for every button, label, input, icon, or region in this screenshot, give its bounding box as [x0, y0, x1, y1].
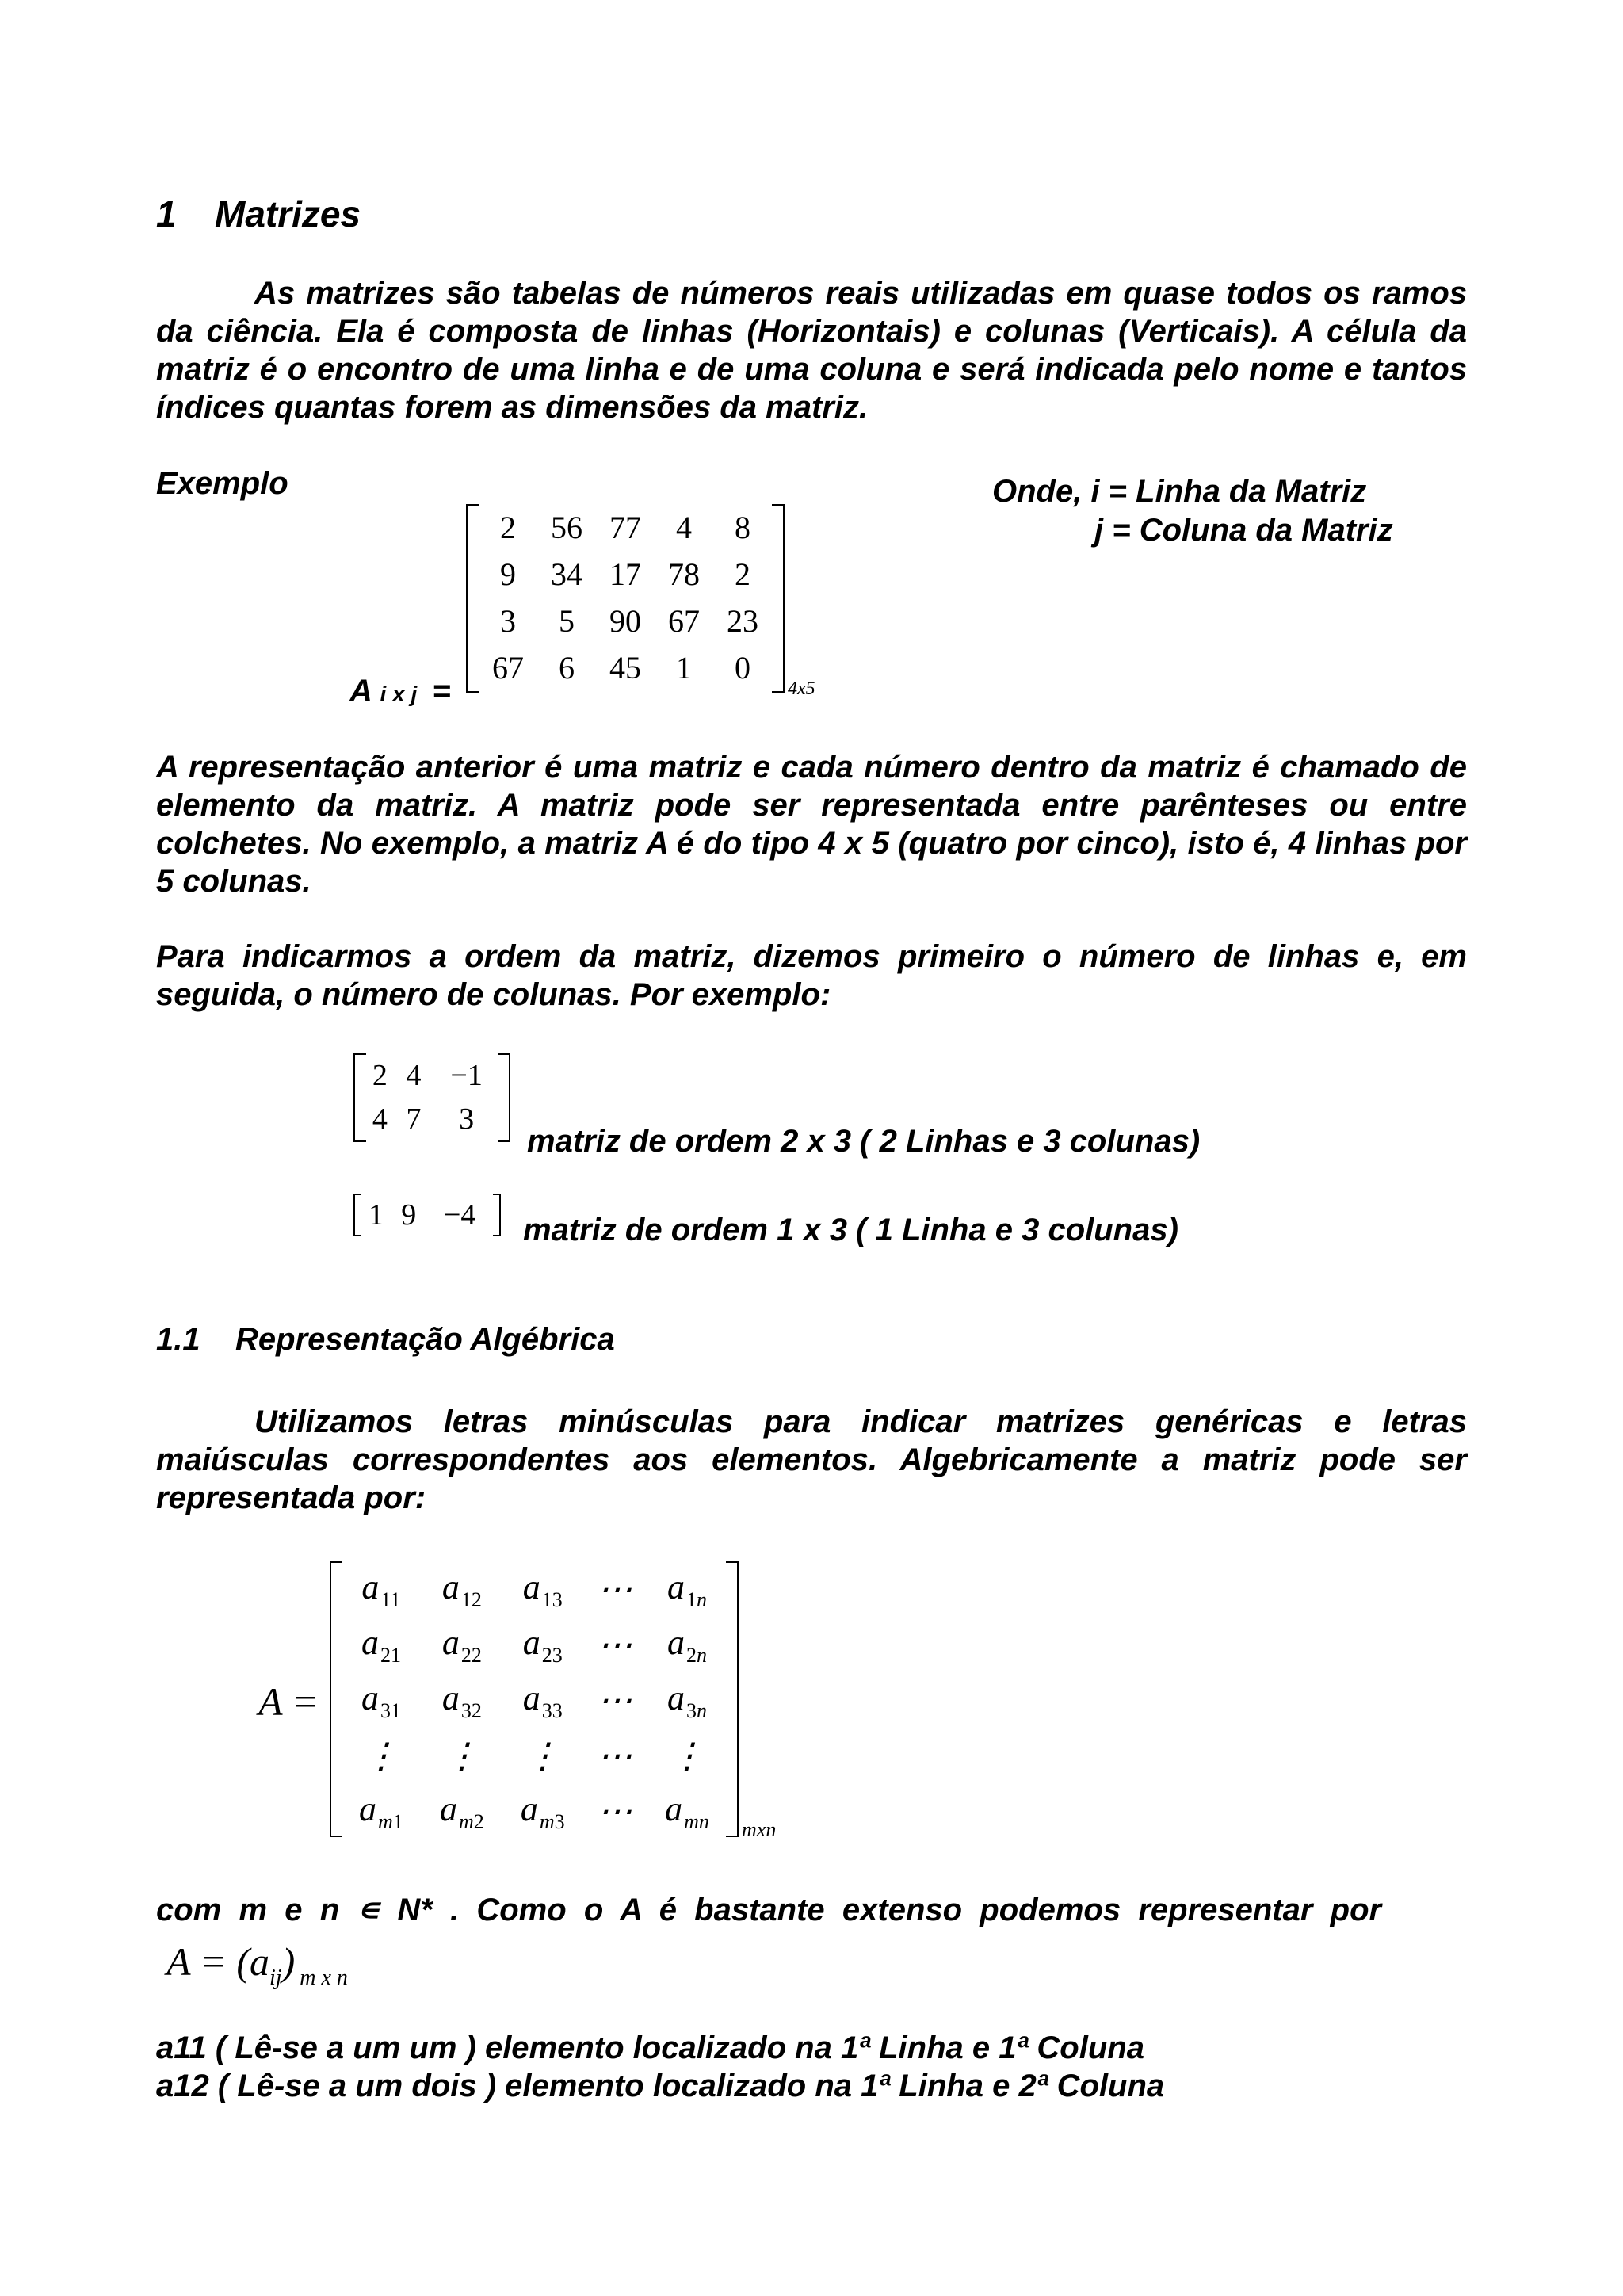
matrix-element — [341, 1617, 422, 1672]
matrix-note-line1: Onde, i = Linha da Matriz — [992, 474, 1367, 509]
element-base: a — [522, 1622, 540, 1662]
example-matrix — [466, 504, 785, 693]
right-bracket — [772, 504, 785, 693]
intro-paragraph: As matrizes são tabelas de números reais utilizadas em quase todos os ramos da ciência. Ela é composta de linhas (Horizontais) e colunas (Verticais). A célula da matriz é o encontro de uma linha e de uma coluna e será indicada pelo nome e tantos índices quantas forem as dimensões da matriz. — [156, 276, 1467, 425]
element-subscript: 21 — [380, 1643, 401, 1667]
matrix-row — [479, 504, 772, 551]
matrix-note-line2: j = Coluna da Matriz — [1094, 513, 1393, 548]
element-base: a — [520, 1789, 538, 1828]
matrix-cell: 4 — [676, 510, 692, 545]
matrix-element — [422, 1561, 502, 1617]
matrix-cell: −1 — [450, 1058, 483, 1092]
example-label: Exemplo — [156, 466, 288, 501]
element-base: ⋮ — [363, 1736, 399, 1775]
matrix-cell: 1 — [369, 1198, 384, 1232]
matrix-cell: 4 — [372, 1102, 388, 1136]
element-base: a — [665, 1789, 683, 1828]
matrix-row — [341, 1728, 727, 1783]
matrix-cell: 9 — [500, 556, 516, 592]
element-subscript: 12 — [460, 1587, 482, 1611]
order-paragraph: Para indicarmos a ordem da matriz, dizemos primeiro o número de linhas e, em seguida, o número de colunas. Por exemplo: — [156, 939, 1467, 1012]
matrix-element — [647, 1617, 727, 1672]
element-base: a — [439, 1789, 457, 1828]
generic-matrix-table — [341, 1561, 727, 1839]
element-subscript: mn — [684, 1809, 709, 1833]
matrix-cell: 4 — [406, 1058, 422, 1092]
section-title: Matrizes — [215, 193, 361, 235]
order-example-table-2x3 — [363, 1053, 502, 1140]
matrix-cell: −4 — [443, 1198, 476, 1232]
matrix-cell: 2 — [735, 556, 750, 592]
compact-formula-sub: m x n — [300, 1966, 348, 1990]
matrix-element — [502, 1783, 583, 1839]
matrix-element — [502, 1561, 583, 1617]
generic-matrix-order: mxn — [742, 1818, 777, 1841]
matrix-cell: 56 — [551, 510, 582, 545]
algebraic-paragraph: Utilizamos letras minúsculas para indicar matrizes genéricas e letras maiúsculas correspondentes aos elementos. Algebricamente a matriz pode ser representada por: — [156, 1404, 1467, 1515]
element-subscript: m1 — [378, 1809, 403, 1833]
element-subscript: 31 — [380, 1698, 401, 1722]
matrix-cell: 0 — [735, 650, 750, 686]
matrix-row — [479, 551, 772, 598]
matrix-cell: 90 — [609, 603, 641, 639]
element-base: ⋯ — [597, 1680, 632, 1720]
matrix-element — [341, 1672, 422, 1728]
element-base: a — [359, 1789, 377, 1828]
matrix-element — [341, 1561, 422, 1617]
element-base: ⋯ — [597, 1625, 632, 1664]
matrix-row — [341, 1617, 727, 1672]
element-base: ⋮ — [525, 1736, 560, 1775]
element-base: a — [522, 1567, 540, 1606]
reading-line-a11: a11 ( Lê-se a um um ) elemento localizado na 1ª Linha e 1ª Coluna — [156, 2030, 1144, 2065]
order-example-matrix-2x3 — [353, 1053, 510, 1142]
element-base: a — [441, 1567, 460, 1606]
element-subscript: 11 — [380, 1587, 401, 1611]
subsection-number: 1.1 — [156, 1322, 200, 1357]
generic-matrix-lhs: A = — [258, 1679, 319, 1724]
element-subscript: 32 — [460, 1698, 482, 1722]
matrix-element — [583, 1672, 647, 1728]
matrix-element — [647, 1672, 727, 1728]
element-subscript: 22 — [460, 1643, 482, 1667]
element-base: ⋯ — [597, 1569, 632, 1609]
matrix-cell: 1 — [676, 650, 692, 686]
compact-formula — [166, 1939, 348, 1991]
left-bracket — [466, 504, 479, 693]
element-base: ⋮ — [444, 1736, 479, 1775]
generic-matrix — [330, 1561, 739, 1837]
matrix-element — [583, 1617, 647, 1672]
matrix-element — [583, 1561, 647, 1617]
element-base: a — [667, 1567, 685, 1606]
matrix-row — [479, 598, 772, 644]
matrix-name-label — [349, 674, 451, 709]
compact-formula-lhs: A = (a — [166, 1939, 270, 1984]
matrix-cell: 23 — [727, 603, 758, 639]
order-example-caption-2x3: matriz de ordem 2 x 3 ( 2 Linhas e 3 colunas) — [527, 1124, 1201, 1159]
matrix-element — [341, 1783, 422, 1839]
matrix-row — [363, 1097, 502, 1140]
element-base: a — [522, 1678, 540, 1717]
matrix-element — [422, 1783, 502, 1839]
element-subscript: 3n — [686, 1698, 708, 1722]
element-base: a — [667, 1678, 685, 1717]
order-example-matrix-1x3 — [353, 1194, 501, 1236]
matrix-cell: 45 — [609, 650, 641, 686]
element-base: a — [667, 1622, 685, 1662]
element-subscript: m3 — [539, 1809, 565, 1833]
compact-paragraph: com m e n ∊ N* . Como o A é bastante extenso podemos representar por — [156, 1893, 1382, 1927]
matrix-cell: 7 — [406, 1102, 422, 1136]
section-heading — [156, 193, 361, 235]
element-base: ⋮ — [670, 1736, 705, 1775]
element-base: a — [441, 1622, 460, 1662]
matrix-cell: 8 — [735, 510, 750, 545]
element-base: a — [361, 1567, 380, 1606]
matrix-cell: 5 — [559, 603, 575, 639]
matrix-element — [583, 1728, 647, 1783]
reading-line-a12: a12 ( Lê-se a um dois ) elemento localizado na 1ª Linha e 2ª Coluna — [156, 2069, 1165, 2103]
subsection-heading — [156, 1322, 615, 1358]
matrix-cell: 67 — [492, 650, 524, 686]
matrix-row — [479, 644, 772, 691]
matrix-row — [341, 1783, 727, 1839]
matrix-element — [422, 1672, 502, 1728]
element-subscript: 33 — [541, 1698, 563, 1722]
element-base: a — [441, 1678, 460, 1717]
matrix-element — [341, 1728, 422, 1783]
matrix-element — [647, 1783, 727, 1839]
right-bracket — [726, 1561, 739, 1837]
element-subscript: 1n — [686, 1587, 708, 1611]
matrix-element — [647, 1728, 727, 1783]
matrix-index: i x j — [380, 682, 418, 706]
matrix-element — [502, 1617, 583, 1672]
matrix-equals: = — [432, 674, 451, 709]
element-base: a — [361, 1678, 379, 1717]
order-example-caption-1x3: matriz de ordem 1 x 3 ( 1 Linha e 3 colunas) — [523, 1213, 1178, 1247]
compact-formula-close: ) — [281, 1939, 296, 1984]
matrix-element — [647, 1561, 727, 1617]
matrix-order-subscript: 4x5 — [788, 678, 815, 699]
element-subscript: 13 — [541, 1587, 563, 1611]
matrix-cell: 78 — [668, 556, 700, 592]
element-base: a — [361, 1622, 379, 1662]
matrix-cell: 2 — [500, 510, 516, 545]
element-subscript: 23 — [541, 1643, 563, 1667]
section-number: 1 — [156, 193, 177, 235]
matrix-cell: 3 — [500, 603, 516, 639]
matrix-element — [422, 1728, 502, 1783]
matrix-row — [341, 1672, 727, 1728]
matrix-cell: 77 — [609, 510, 641, 545]
element-base: ⋯ — [597, 1791, 632, 1831]
element-subscript: 2n — [686, 1643, 708, 1667]
subsection-title: Representação Algébrica — [235, 1322, 615, 1357]
compact-formula-ij: ij — [269, 1966, 282, 1990]
matrix-row — [341, 1561, 727, 1617]
matrix-cell: 17 — [609, 556, 641, 592]
element-subscript: m2 — [458, 1809, 484, 1833]
matrix-element — [502, 1672, 583, 1728]
matrix-cell: 67 — [668, 603, 700, 639]
element-base: ⋯ — [597, 1736, 632, 1775]
matrix-cell: 9 — [401, 1198, 417, 1232]
matrix-cell: 34 — [551, 556, 582, 592]
matrix-cell: 6 — [559, 650, 575, 686]
matrix-cell: 3 — [459, 1102, 475, 1136]
matrix-row — [363, 1053, 502, 1097]
matrix-row — [360, 1194, 495, 1236]
matrix-name: A — [349, 674, 372, 709]
matrix-element — [583, 1783, 647, 1839]
matrix-cell: 2 — [372, 1058, 388, 1092]
representation-paragraph: A representação anterior é uma matriz e cada número dentro da matriz é chamado de elemento da matriz. A matriz pode ser representada entre parênteses ou entre colchetes. No exemplo, a matriz A é do tipo 4 x 5 (quatro por cinco), isto é, 4 linhas por 5 colunas. — [156, 750, 1467, 899]
order-example-table-1x3 — [360, 1194, 495, 1236]
example-matrix-table — [479, 504, 772, 691]
matrix-element — [422, 1617, 502, 1672]
matrix-element — [502, 1728, 583, 1783]
